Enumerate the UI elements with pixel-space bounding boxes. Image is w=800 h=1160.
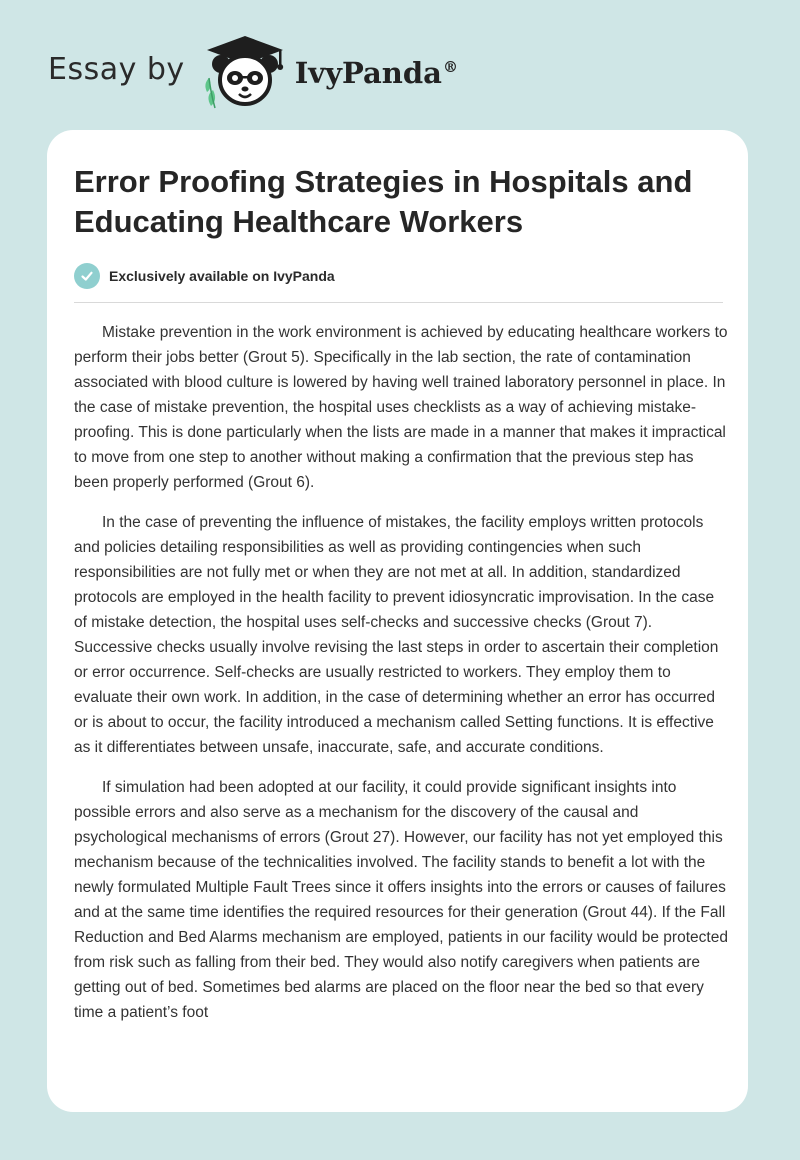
paragraph-2: In the case of preventing the influence of mistakes, the facility employs written protocols and policies detailing responsibilities as well as providing contingencies when such responsibilities are not fully met or when they are not met at all. In addition, standardized protocols are employed in the health facility to prevent idiosyncratic improvisation. In the case of mistake detection, the hospital uses self-checks and successive checks (Grout 7). Successive checks usually involve revising the last steps in order to ascertain their completion or error occurrence. Self-checks are usually restricted to workers. They employ them to evaluate their own work. In addition, in the case of determining whether an error has occurred or is about to occur, the facility introduced a mechanism called Setting functions. It is effective as it differentiates between unsafe, inaccurate, safe, and accurate conditions. <box>74 514 719 756</box>
page-title: Error Proofing Strategies in Hospitals and Educating Healthcare Workers <box>74 164 693 239</box>
panda-logo-icon[interactable] <box>199 34 291 110</box>
checkmark-icon <box>74 263 100 289</box>
paragraph-3: If simulation had been adopted at our facility, it could provide significant insights into possible errors and also serve as a mechanism for the discovery of the causal and psychological mechanisms of errors (Grout 27). However, our facility has not yet employed this mechanism because of the technicalities involved. The facility stands to benefit a lot with the newly formulated Multiple Fault Trees since it offers insights into the errors or causes of failures and at the same time identifies the required resources for their generation (Grout 44). If the Fall Reduction and Bed Alarms mechanism are employed, patients in our facility would be protected from risk such as falling from their bed. They would also notify caregivers when patients are getting out of bed. Sometimes bed alarms are placed on the floor near the bed so that every time a patient’s foot <box>74 779 728 1021</box>
exclusive-badge <box>74 263 335 289</box>
brand-prefix: Essay by <box>48 51 185 87</box>
brand-name[interactable]: IvyPanda® <box>294 56 458 90</box>
registered-mark: ® <box>442 58 458 77</box>
paragraph-1: Mistake prevention in the work environment is achieved by educating healthcare workers to perform their jobs better (Grout 5). Specifically in the lab section, the rate of contamination associated with blood culture is lowered by having well trained laboratory personnel in place. In the case of mistake prevention, the hospital uses checklists as a way of achieving mistake-proofing. This is done particularly when the lists are made in a manner that makes it impractical to move from one step to another without making a confirmation that the previous step has been properly performed (Grout 6). <box>74 324 728 491</box>
badge-label: Exclusively available on IvyPanda <box>109 268 335 284</box>
essay-card <box>47 130 748 1112</box>
divider <box>74 302 723 303</box>
site-header <box>48 34 458 110</box>
essay-body <box>74 320 729 1040</box>
